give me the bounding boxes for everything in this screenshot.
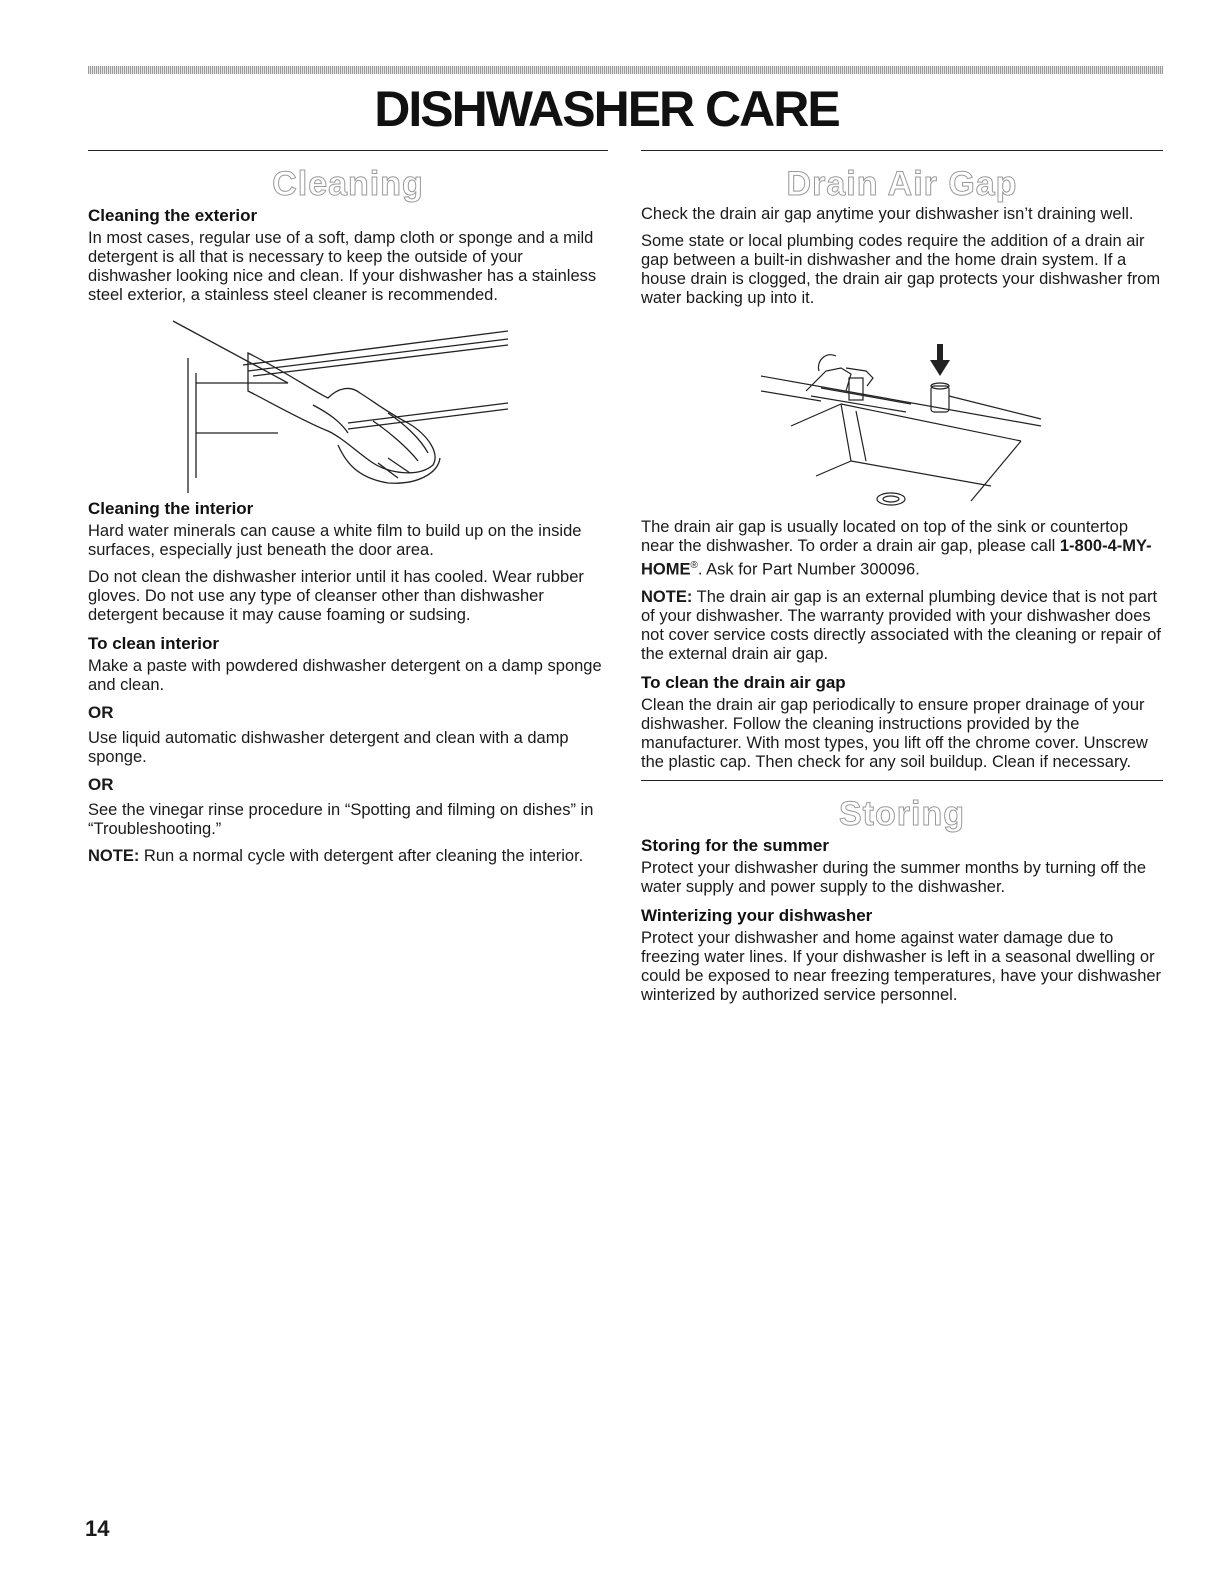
note-label: NOTE: (88, 847, 140, 865)
to-clean-interior-heading: To clean interior (88, 634, 219, 653)
drain-air-gap-column (641, 150, 1163, 1013)
interior-note (88, 847, 608, 866)
summer-subheading: Storing for the summer (641, 835, 829, 855)
page-number: 14 (85, 1516, 110, 1541)
exterior-body: In most cases, regular use of a soft, damp cloth or sponge and a mild detergent is all that is necessary to keep the outside of your dishwasher looking nice and clean. If your dishwasher has a stainless steel exterior, a stainless steel cleaner is recommended. (88, 229, 597, 304)
drain-p3-end: . Ask for Part Number 300096. (697, 560, 920, 579)
to-clean-drain-heading: To clean the drain air gap (641, 672, 846, 692)
registered-mark: ® (690, 560, 698, 571)
exterior-subheading: Cleaning the exterior (88, 206, 258, 225)
interior-paragraph-2: Do not clean the dishwasher interior until it has cooled. Wear rubber gloves. Do not use any type of cleanser other than dishwasher detergent because it may cause foaming or sudsing. (88, 568, 584, 624)
cleaning-heading: Cleaning (272, 165, 424, 203)
interior-option-1: Make a paste with powdered dishwasher detergent on a damp sponge and clean. (88, 657, 602, 694)
section-divider (88, 150, 608, 151)
winter-body: Protect your dishwasher and home against water damage due to freezing water lines. If your dishwasher is left in a seasonal dwelling or could be exposed to near freezing temperatures, have your dishwasher winterized by authorized service personnel. (641, 928, 1162, 1004)
storing-heading: Storing (839, 794, 965, 833)
or-label: OR (88, 703, 114, 722)
drain-paragraph-3 (641, 518, 1163, 580)
drain-air-gap-heading: Drain Air Gap (786, 165, 1018, 203)
section-divider (641, 780, 1163, 781)
drain-paragraph-2: Some state or local plumbing codes require the addition of a drain air gap between a built-in dishwasher and the home drain system. If a house drain is clogged, the drain air gap protects your dishwasher from water backing up into it. (641, 232, 1161, 307)
cleaning-column (88, 150, 608, 874)
note-text: The drain air gap is an external plumbing device that is not part of your dishwasher. The warranty provided with your dishwasher does not cover service costs directly associated with the cleaning or repair of the external drain air gap. (641, 587, 1161, 663)
interior-option-2: Use liquid automatic dishwasher detergent and clean with a damp sponge. (88, 729, 569, 766)
drain-p3-start: The drain air gap is usually located on top of the sink or countertop near the dishwasher. To order a drain air gap, please call (641, 518, 1129, 555)
interior-subheading: Cleaning the interior (88, 499, 254, 518)
wiping-exterior-illustration (88, 313, 608, 498)
header-band (88, 66, 1163, 74)
winter-subheading: Winterizing your dishwasher (641, 905, 873, 925)
section-divider (641, 150, 1163, 151)
note-label: NOTE: (641, 587, 693, 606)
to-clean-drain-body: Clean the drain air gap periodically to ensure proper drainage of your dishwasher. Follow the cleaning instructions provided by the manufacturer. With most types, you lift off the chrome cover. Unscrew the plastic cap. Then check for any soil buildup. Clean if necessary. (641, 695, 1148, 771)
drain-note (641, 588, 1163, 664)
interior-option-3: See the vinegar rinse procedure in “Spotting and filming on dishes” in “Troubleshooting.” (88, 801, 594, 838)
or-label: OR (88, 775, 114, 794)
order-phone-number: 1-800-4-MY-HOME (641, 537, 1152, 579)
page-title: DISHWASHER CARE (374, 81, 839, 137)
summer-body: Protect your dishwasher during the summer months by turning off the water supply and power supply to the dishwasher. (641, 858, 1147, 896)
drain-paragraph-1: Check the drain air gap anytime your dishwasher isn’t draining well. (641, 205, 1134, 223)
note-text: Run a normal cycle with detergent after cleaning the interior. (139, 847, 584, 865)
sink-air-gap-illustration (641, 316, 1163, 516)
interior-paragraph-1: Hard water minerals can cause a white film to build up on the inside surfaces, especially just beneath the door area. (88, 522, 582, 559)
